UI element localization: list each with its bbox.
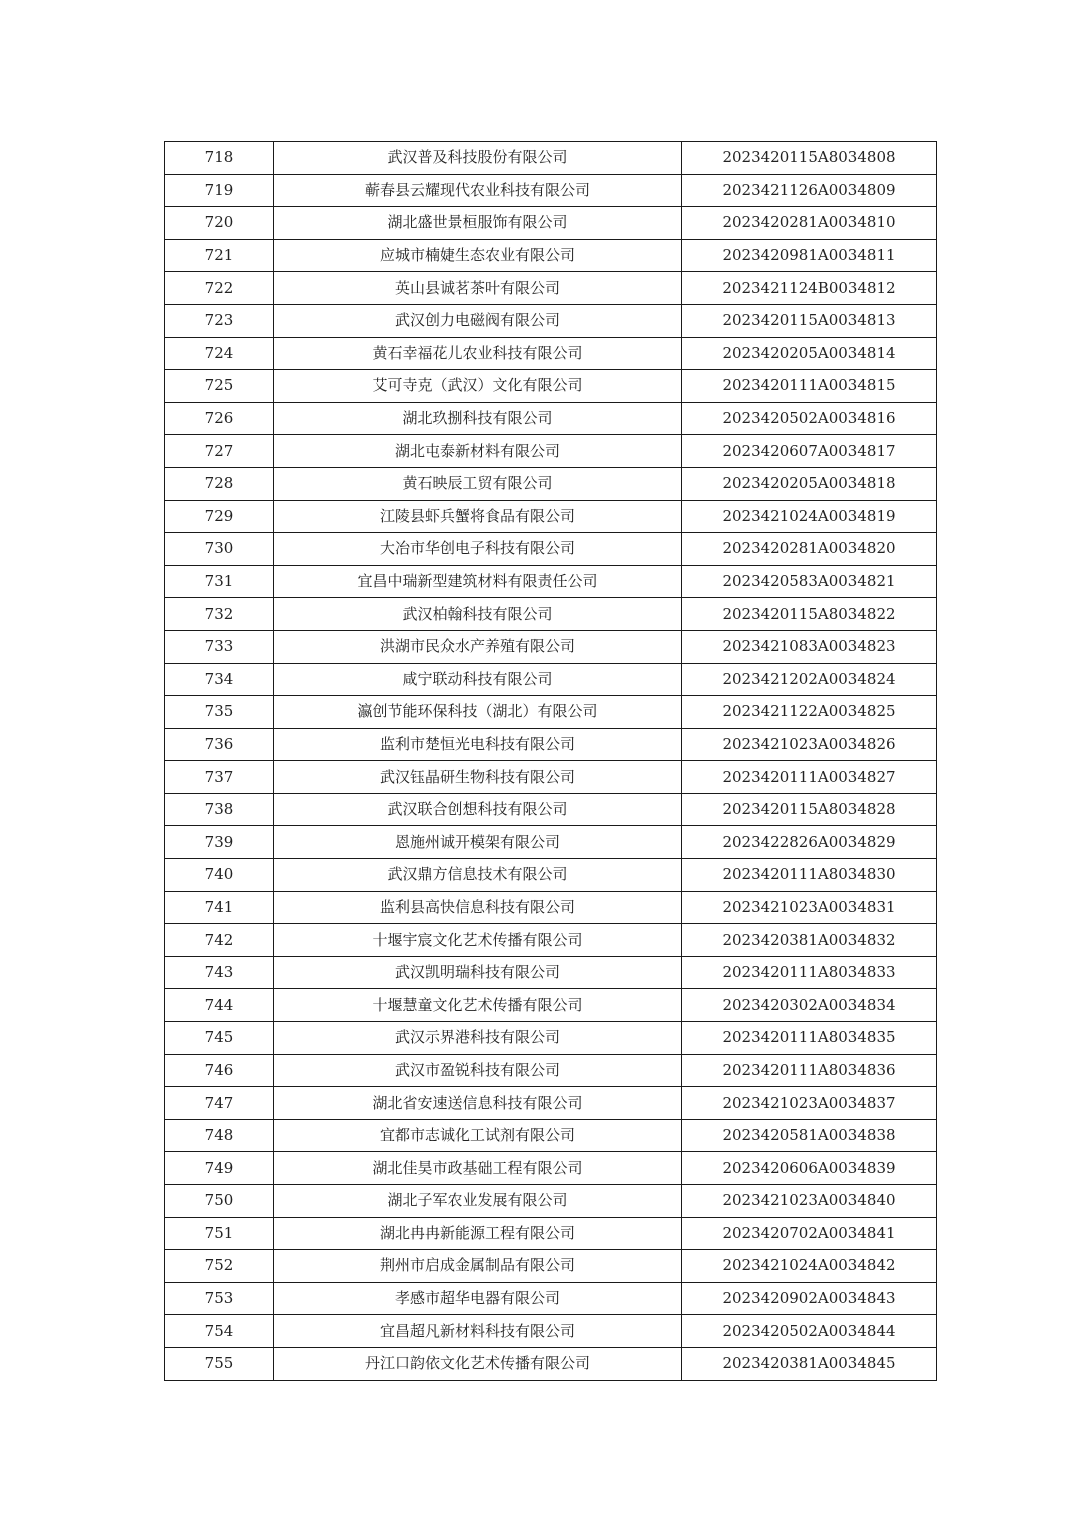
table-row (165, 467, 937, 500)
row-number-cell: 743 (165, 956, 274, 989)
table-body (165, 142, 937, 1381)
registration-code-cell: 2023420115A8034828 (682, 793, 937, 826)
registration-code-cell: 2023420302A0034834 (682, 989, 937, 1022)
registration-code-cell: 2023421023A0034831 (682, 891, 937, 924)
row-number-cell: 733 (165, 630, 274, 663)
company-name-cell: 黄石幸福花儿农业科技有限公司 (274, 337, 682, 370)
company-name-cell: 应城市楠婕生态农业有限公司 (274, 239, 682, 272)
table-row (165, 565, 937, 598)
table-row (165, 826, 937, 859)
registration-code-cell: 2023420381A0034832 (682, 924, 937, 957)
company-name-cell: 湖北盛世景桓服饰有限公司 (274, 207, 682, 240)
row-number-cell: 724 (165, 337, 274, 370)
company-name-cell: 武汉柏翰科技有限公司 (274, 598, 682, 631)
row-number-cell: 735 (165, 696, 274, 729)
table-row (165, 370, 937, 403)
row-number-cell: 734 (165, 663, 274, 696)
table-row (165, 728, 937, 761)
registration-code-cell: 2023421024A0034819 (682, 500, 937, 533)
company-name-cell: 咸宁联动科技有限公司 (274, 663, 682, 696)
row-number-cell: 746 (165, 1054, 274, 1087)
row-number-cell: 742 (165, 924, 274, 957)
company-name-cell: 丹江口韵依文化艺术传播有限公司 (274, 1347, 682, 1380)
registration-code-cell: 2023420281A0034820 (682, 533, 937, 566)
row-number-cell: 747 (165, 1087, 274, 1120)
company-name-cell: 武汉凯明瑞科技有限公司 (274, 956, 682, 989)
company-name-cell: 武汉鼎方信息技术有限公司 (274, 859, 682, 892)
table-row (165, 1250, 937, 1283)
registration-code-cell: 2023421023A0034837 (682, 1087, 937, 1120)
table-row (165, 1152, 937, 1185)
row-number-cell: 745 (165, 1022, 274, 1055)
table-row (165, 924, 937, 957)
company-name-cell: 宜昌超凡新材料科技有限公司 (274, 1315, 682, 1348)
table-row (165, 696, 937, 729)
company-name-cell: 洪湖市民众水产养殖有限公司 (274, 630, 682, 663)
row-number-cell: 721 (165, 239, 274, 272)
row-number-cell: 725 (165, 370, 274, 403)
company-name-cell: 监利市楚恒光电科技有限公司 (274, 728, 682, 761)
table-row (165, 207, 937, 240)
registration-code-cell: 2023420115A8034808 (682, 142, 937, 175)
table-row (165, 1054, 937, 1087)
table-row (165, 402, 937, 435)
table-row (165, 663, 937, 696)
company-name-cell: 英山县诚茗茶叶有限公司 (274, 272, 682, 305)
company-name-cell: 艾可寺克（武汉）文化有限公司 (274, 370, 682, 403)
row-number-cell: 726 (165, 402, 274, 435)
registration-code-cell: 2023421126A0034809 (682, 174, 937, 207)
row-number-cell: 748 (165, 1119, 274, 1152)
company-name-cell: 武汉示界港科技有限公司 (274, 1022, 682, 1055)
table-row (165, 989, 937, 1022)
company-name-cell: 江陵县虾兵蟹将食品有限公司 (274, 500, 682, 533)
row-number-cell: 738 (165, 793, 274, 826)
registration-code-cell: 2023420502A0034816 (682, 402, 937, 435)
row-number-cell: 751 (165, 1217, 274, 1250)
registration-code-cell: 2023421023A0034840 (682, 1185, 937, 1218)
table-row (165, 1087, 937, 1120)
company-name-cell: 监利县高快信息科技有限公司 (274, 891, 682, 924)
table-row (165, 337, 937, 370)
registration-code-cell: 2023421024A0034842 (682, 1250, 937, 1283)
company-name-cell: 十堰宇宸文化艺术传播有限公司 (274, 924, 682, 957)
registration-code-cell: 2023420902A0034843 (682, 1282, 937, 1315)
table-row (165, 1347, 937, 1380)
registration-code-cell: 2023420281A0034810 (682, 207, 937, 240)
registration-code-cell: 2023421023A0034826 (682, 728, 937, 761)
table-row (165, 239, 937, 272)
row-number-cell: 754 (165, 1315, 274, 1348)
table-row (165, 500, 937, 533)
row-number-cell: 753 (165, 1282, 274, 1315)
company-name-cell: 武汉市盈锐科技有限公司 (274, 1054, 682, 1087)
registration-code-cell: 2023420502A0034844 (682, 1315, 937, 1348)
table-row (165, 1185, 937, 1218)
company-name-cell: 武汉钰晶研生物科技有限公司 (274, 761, 682, 794)
table-row (165, 891, 937, 924)
company-name-cell: 武汉创力电磁阀有限公司 (274, 304, 682, 337)
table-row (165, 272, 937, 305)
registration-code-cell: 2023420111A0034827 (682, 761, 937, 794)
registration-code-cell: 2023420381A0034845 (682, 1347, 937, 1380)
row-number-cell: 752 (165, 1250, 274, 1283)
table-row (165, 1282, 937, 1315)
company-name-cell: 恩施州诚开模架有限公司 (274, 826, 682, 859)
table-row (165, 1315, 937, 1348)
row-number-cell: 740 (165, 859, 274, 892)
company-name-cell: 十堰慧童文化艺术传播有限公司 (274, 989, 682, 1022)
company-name-cell: 武汉普及科技股份有限公司 (274, 142, 682, 175)
registration-code-cell: 2023420606A0034839 (682, 1152, 937, 1185)
table-row (165, 956, 937, 989)
row-number-cell: 719 (165, 174, 274, 207)
row-number-cell: 737 (165, 761, 274, 794)
registration-code-cell: 2023420111A8034830 (682, 859, 937, 892)
table-row (165, 598, 937, 631)
table-row (165, 435, 937, 468)
registration-code-cell: 2023420702A0034841 (682, 1217, 937, 1250)
company-name-cell: 宜昌中瑞新型建筑材料有限责任公司 (274, 565, 682, 598)
row-number-cell: 739 (165, 826, 274, 859)
row-number-cell: 720 (165, 207, 274, 240)
table-row (165, 1022, 937, 1055)
company-name-cell: 荆州市启成金属制品有限公司 (274, 1250, 682, 1283)
registration-code-cell: 2023421124B0034812 (682, 272, 937, 305)
row-number-cell: 732 (165, 598, 274, 631)
registration-code-cell: 2023420111A8034836 (682, 1054, 937, 1087)
table-row (165, 859, 937, 892)
registration-code-cell: 2023420583A0034821 (682, 565, 937, 598)
row-number-cell: 718 (165, 142, 274, 175)
table-row (165, 304, 937, 337)
company-list-table (164, 141, 937, 1381)
row-number-cell: 723 (165, 304, 274, 337)
registration-code-cell: 2023420205A0034818 (682, 467, 937, 500)
row-number-cell: 755 (165, 1347, 274, 1380)
row-number-cell: 736 (165, 728, 274, 761)
row-number-cell: 731 (165, 565, 274, 598)
registration-code-cell: 2023421083A0034823 (682, 630, 937, 663)
row-number-cell: 744 (165, 989, 274, 1022)
company-name-cell: 大冶市华创电子科技有限公司 (274, 533, 682, 566)
table-row (165, 761, 937, 794)
registration-code-cell: 2023420581A0034838 (682, 1119, 937, 1152)
row-number-cell: 730 (165, 533, 274, 566)
company-name-cell: 湖北子军农业发展有限公司 (274, 1185, 682, 1218)
company-name-cell: 湖北省安速送信息科技有限公司 (274, 1087, 682, 1120)
row-number-cell: 741 (165, 891, 274, 924)
company-name-cell: 瀛创节能环保科技（湖北）有限公司 (274, 696, 682, 729)
company-name-cell: 黄石映辰工贸有限公司 (274, 467, 682, 500)
company-name-cell: 湖北玖捌科技有限公司 (274, 402, 682, 435)
company-name-cell: 宜都市志诚化工试剂有限公司 (274, 1119, 682, 1152)
table-row (165, 1119, 937, 1152)
row-number-cell: 750 (165, 1185, 274, 1218)
row-number-cell: 749 (165, 1152, 274, 1185)
registration-code-cell: 2023420111A8034835 (682, 1022, 937, 1055)
registration-code-cell: 2023421122A0034825 (682, 696, 937, 729)
registration-code-cell: 2023420981A0034811 (682, 239, 937, 272)
table-row (165, 142, 937, 175)
table-row (165, 793, 937, 826)
registration-code-cell: 2023420607A0034817 (682, 435, 937, 468)
registration-code-cell: 2023421202A0034824 (682, 663, 937, 696)
row-number-cell: 728 (165, 467, 274, 500)
company-name-cell: 武汉联合创想科技有限公司 (274, 793, 682, 826)
registration-code-cell: 2023420115A0034813 (682, 304, 937, 337)
row-number-cell: 729 (165, 500, 274, 533)
registration-code-cell: 2023420111A0034815 (682, 370, 937, 403)
registration-code-cell: 2023422826A0034829 (682, 826, 937, 859)
table-row (165, 630, 937, 663)
table-row (165, 533, 937, 566)
table-row (165, 1217, 937, 1250)
registration-code-cell: 2023420111A8034833 (682, 956, 937, 989)
registration-code-cell: 2023420115A8034822 (682, 598, 937, 631)
row-number-cell: 722 (165, 272, 274, 305)
company-name-cell: 湖北佳昊市政基础工程有限公司 (274, 1152, 682, 1185)
table-row (165, 174, 937, 207)
company-name-cell: 湖北冉冉新能源工程有限公司 (274, 1217, 682, 1250)
company-name-cell: 湖北屯泰新材料有限公司 (274, 435, 682, 468)
company-name-cell: 蕲春县云耀现代农业科技有限公司 (274, 174, 682, 207)
row-number-cell: 727 (165, 435, 274, 468)
company-name-cell: 孝感市超华电器有限公司 (274, 1282, 682, 1315)
registration-code-cell: 2023420205A0034814 (682, 337, 937, 370)
